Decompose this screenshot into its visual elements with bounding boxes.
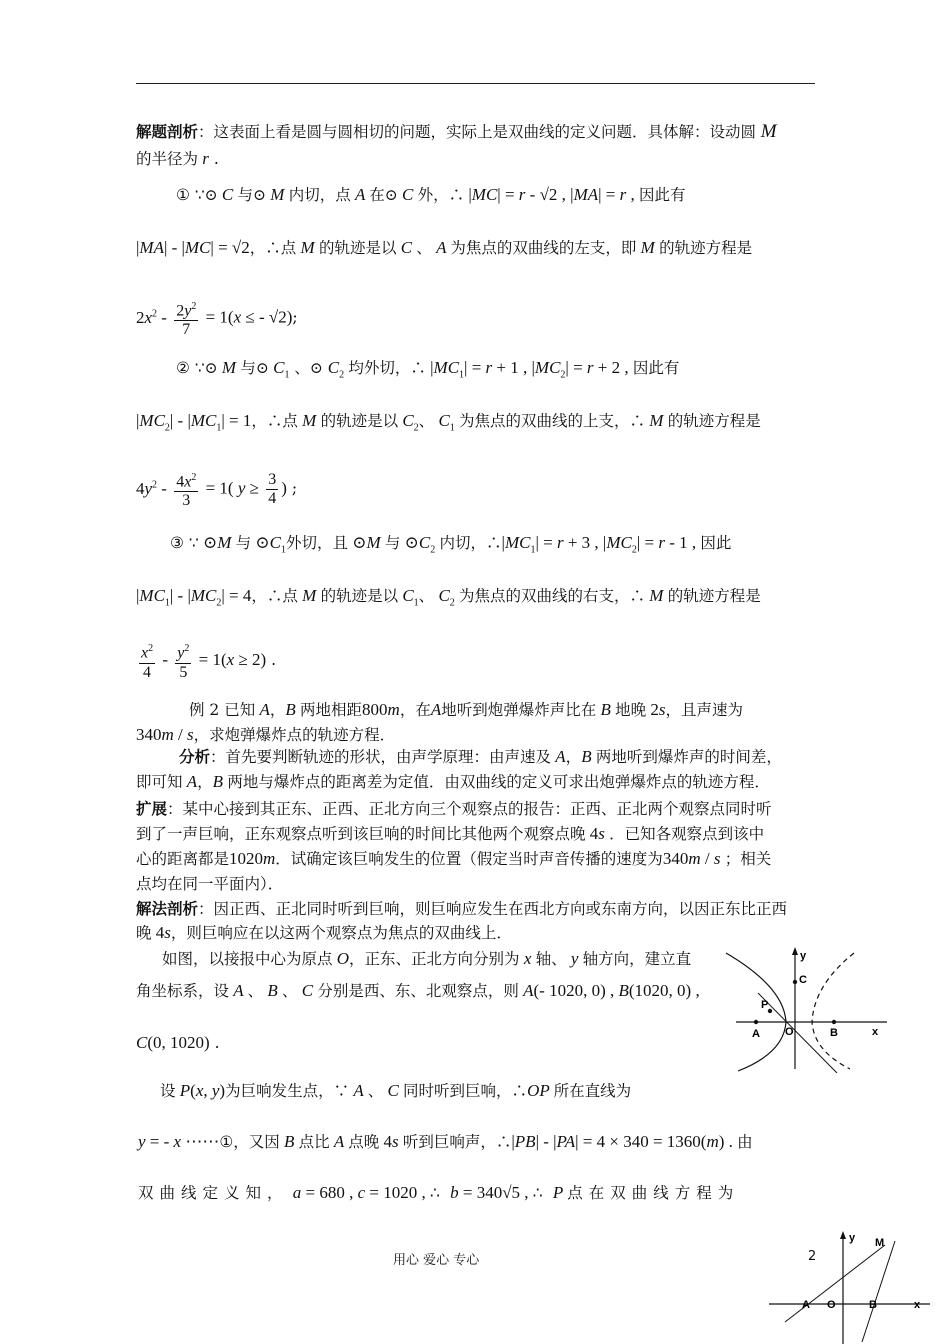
equation: $\frac{x^2}{4}$ - $\frac{y^2}{5}$ = 1(x ≥ 2) . — [136, 640, 276, 682]
point-p — [768, 1009, 772, 1013]
label-y: y — [800, 950, 807, 962]
section-heading: 分析 — [179, 747, 211, 766]
text-line: ① ∵⊙ C 与⊙ M 内切，点 A 在⊙ C 外，∴ |MC| = r - √2 , |MA| = r , 因此有 — [176, 185, 686, 204]
label-c: C — [799, 974, 807, 986]
equation: $2x^2$ - $\frac{2y^2}{7}$ = 1(x ≤ - √2); — [136, 294, 298, 339]
text-line: 例 2 已知 A，B 两地相距800m，在A地听到炮弹爆炸声比在 B 地晚 2s，且声速为 — [189, 700, 744, 719]
line-op — [758, 993, 837, 1073]
text-line: 的半径为 r . — [136, 149, 219, 168]
label-b: B — [869, 1299, 877, 1311]
label-o: O — [827, 1299, 836, 1311]
text-line: 设 P(x, y)为巨响发生点，∵ A 、 C 同时听到巨响，∴OP 所在直线为 — [160, 1081, 632, 1100]
text-line: $|MC_2| - |MC_1| = 1$，∴点 M 的轨迹是以 $C_2$、 $C_1$ 为焦点的双曲线的上支，∴ M 的轨迹方程是 — [136, 411, 761, 434]
label-x: x — [872, 1026, 879, 1038]
right-branch — [812, 953, 854, 1069]
text-line: 解法剖析：因正西、正北同时听到巨响，则巨响应发生在西北方向或东南方向，以因正东比正西 — [136, 899, 788, 918]
text-line: 晚 4s，则巨响应在以这两个观察点为焦点的双曲线上． — [136, 923, 512, 942]
section-heading: 解法剖析 — [136, 899, 199, 918]
section-heading: 解题剖析 — [136, 122, 199, 141]
label-b: B — [830, 1027, 838, 1039]
section-heading: 扩展 — [136, 799, 168, 818]
text-line: C(0, 1020) . — [136, 1033, 220, 1052]
text-line: $|MC_1| - |MC_2| = 4$，∴点 M 的轨迹是以 $C_1$、 $C_2$ 为焦点的双曲线的右支，∴ M 的轨迹方程是 — [136, 586, 761, 609]
point-c — [793, 980, 797, 984]
header-rule — [136, 83, 815, 84]
text-line: 如图，以接报中心为原点 O，正东、正北方向分别为 x 轴、 y 轴方向，建立直 — [162, 949, 692, 968]
text-line: 分析：首先要判断轨迹的形状，由声学原理：由声速及 A，B 两地听到爆炸声的时间差， — [179, 747, 782, 766]
text-line: 到了一声巨响，正东观察点听到该巨响的时间比其他两个观察点晚 4s ．已知各观察点到该中 — [136, 824, 765, 843]
text-line: 心的距离都是1020m．试确定该巨响发生的位置（假定当时声音传播的速度为340m / s ；相关 — [136, 849, 772, 868]
text-line: 解题剖析：这表面上看是圆与圆相切的问题，实际上是双曲线的定义问题．具体解：设动圆 M — [136, 121, 777, 142]
point-b — [832, 1020, 836, 1024]
text-line: |MA| - |MC| = √2，∴点 M 的轨迹是以 C 、 A 为焦点的双曲线的左支，即 M 的轨迹方程是 — [136, 238, 753, 257]
label-p: P — [761, 999, 769, 1011]
text-line: 扩展：某中心接到其正东、正西、正北方向三个观察点的报告：正西、正北两个观察点同时听 — [136, 799, 772, 818]
text-line: y = - x ⋯⋯①，又因 B 点比 A 点晚 4s 听到巨响声，∴|PB| - |PA| = 4 × 340 = 1360(m) . 由 — [138, 1132, 753, 1151]
label-o: O — [785, 1026, 794, 1038]
label-x: x — [914, 1299, 921, 1311]
equation: $4y^2$ - $\frac{4x^2}{3}$ = 1( y ≥ $\frac{3}{4}$ ) ; — [136, 465, 297, 510]
text-line: 即可知 A，B 两地与爆炸点的距离差为定值．由双曲线的定义可求出炮弹爆炸点的轨迹方程． — [136, 772, 770, 791]
text-line: ③ ∵ ⊙M 与 $⊙C_1$外切，且 ⊙M 与 $⊙C_2$ 内切，$\therefore|MC_1| = r + 3$ , $|MC_2| = r - 1$ , 因此 — [170, 533, 732, 556]
page-number: 2 — [808, 1249, 817, 1264]
y-axis-arrow-icon — [792, 947, 798, 955]
text-line: 340m / s，求炮弹爆炸点的轨迹方程． — [136, 725, 396, 744]
text-line: 角坐标系，设 A 、 B 、 C 分别是西、东、北观察点，则 A(- 1020, 0) , B(1020, 0) , — [136, 981, 700, 1000]
text-line: 双曲线定义知， a = 680 , c = 1020 , ∴ b = 340√5 , ∴ P 点在双曲线方程为 — [138, 1183, 740, 1202]
y-axis-arrow-icon — [840, 1231, 846, 1239]
line-bm — [862, 1241, 895, 1342]
label-m: M — [875, 1237, 885, 1249]
footer-text: 用心 爱心 专心 — [393, 1253, 480, 1268]
text-line: 点均在同一平面内）． — [136, 875, 284, 893]
corner-figure — [765, 1227, 935, 1344]
label-y: y — [849, 1232, 856, 1244]
label-a: A — [802, 1299, 810, 1311]
point-a — [754, 1020, 758, 1024]
hyperbola-figure — [722, 945, 894, 1073]
label-a: A — [752, 1028, 760, 1040]
text-line: ② ∵⊙ M 与⊙ $C_1$ 、⊙ $C_2$ 均外切，∴ $|MC_1| = r + 1$ , $|MC_2| = r + 2$ , 因此有 — [176, 358, 680, 381]
